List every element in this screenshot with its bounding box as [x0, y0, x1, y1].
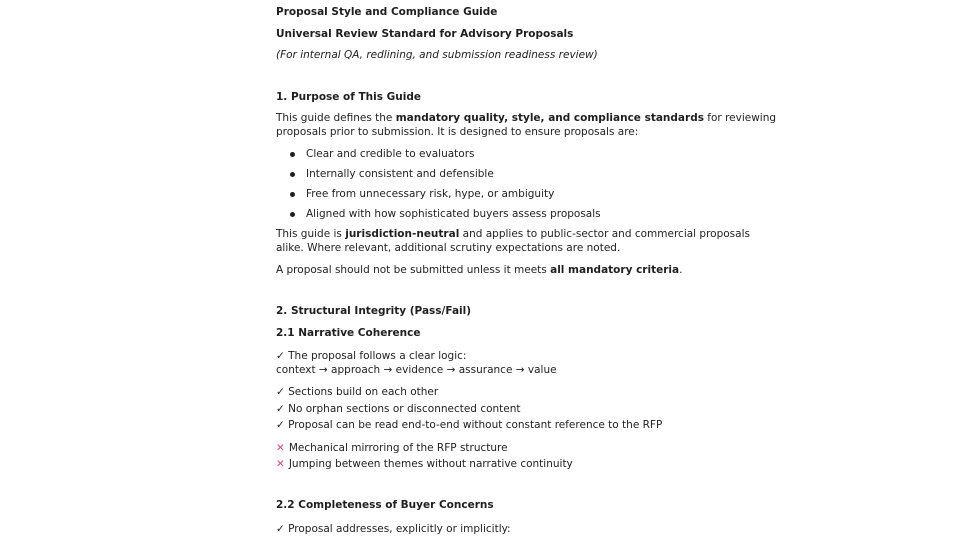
bullet-dot-icon	[290, 212, 295, 217]
check-item-sections-build: ✓ Sections build on each other	[276, 386, 439, 398]
document-note: (For internal QA, redlining, and submission readiness review)	[276, 49, 598, 61]
p1-bold: mandatory quality, style, and compliance standards	[395, 112, 704, 124]
check-item-end-to-end: ✓ Proposal can be read end-to-end without constant reference to the RFP	[276, 419, 663, 431]
section1-paragraph1-line2: proposals prior to submission. It is designed to ensure proposals are:	[276, 126, 639, 138]
cross-item-jumping	[276, 457, 573, 471]
bullet-dot-icon	[290, 192, 295, 197]
p2-post: and applies to public-sector and commercial proposals	[459, 228, 750, 240]
section2-subheading-2: 2.2 Completeness of Buyer Concerns	[276, 499, 494, 511]
list-item-text: Free from unnecessary risk, hype, or ambiguity	[306, 188, 555, 200]
p2-pre: This guide is	[276, 228, 346, 240]
cross-item-mirroring	[276, 441, 508, 455]
cross-mark-icon: ✕	[276, 442, 285, 454]
list-item-text: Aligned with how sophisticated buyers assess proposals	[306, 208, 601, 220]
bullet-dot-icon	[290, 152, 295, 157]
p2-bold: jurisdiction-neutral	[345, 228, 460, 240]
section2-heading: 2. Structural Integrity (Pass/Fail)	[276, 305, 472, 317]
check-item-no-orphans: ✓ No orphan sections or disconnected content	[276, 403, 521, 415]
p3-pre: A proposal should not be submitted unless it meets	[276, 264, 551, 276]
logic-chain: context → approach → evidence → assurance → value	[276, 364, 557, 376]
bullet-dot-icon	[290, 172, 295, 177]
document-title: Proposal Style and Compliance Guide	[276, 6, 498, 18]
p3-bold: all mandatory criteria	[550, 264, 680, 276]
p3-post: .	[679, 264, 683, 276]
document-subtitle: Universal Review Standard for Advisory Proposals	[276, 28, 574, 40]
list-item-text: Internally consistent and defensible	[306, 168, 494, 180]
section1-paragraph3	[276, 263, 682, 277]
section1-paragraph2-line2: alike. Where relevant, additional scrutiny expectations are noted.	[276, 242, 621, 254]
section1-paragraph1-line1	[276, 111, 776, 125]
section2-subheading-1: 2.1 Narrative Coherence	[276, 327, 421, 339]
cross-item-text: Jumping between themes without narrative continuity	[288, 458, 573, 470]
p1-post: for reviewing	[703, 112, 777, 124]
section1-heading: 1. Purpose of This Guide	[276, 91, 421, 103]
list-item-text: Clear and credible to evaluators	[306, 148, 475, 160]
section1-paragraph2-line1	[276, 227, 750, 241]
cross-item-text: Mechanical mirroring of the RFP structure	[288, 442, 508, 454]
check-item-logic: ✓ The proposal follows a clear logic:	[276, 350, 467, 362]
p1-pre: This guide defines the	[276, 112, 396, 124]
cross-mark-icon: ✕	[276, 458, 285, 470]
check-item-buyer-concerns: ✓ Proposal addresses, explicitly or implicitly:	[276, 523, 511, 535]
